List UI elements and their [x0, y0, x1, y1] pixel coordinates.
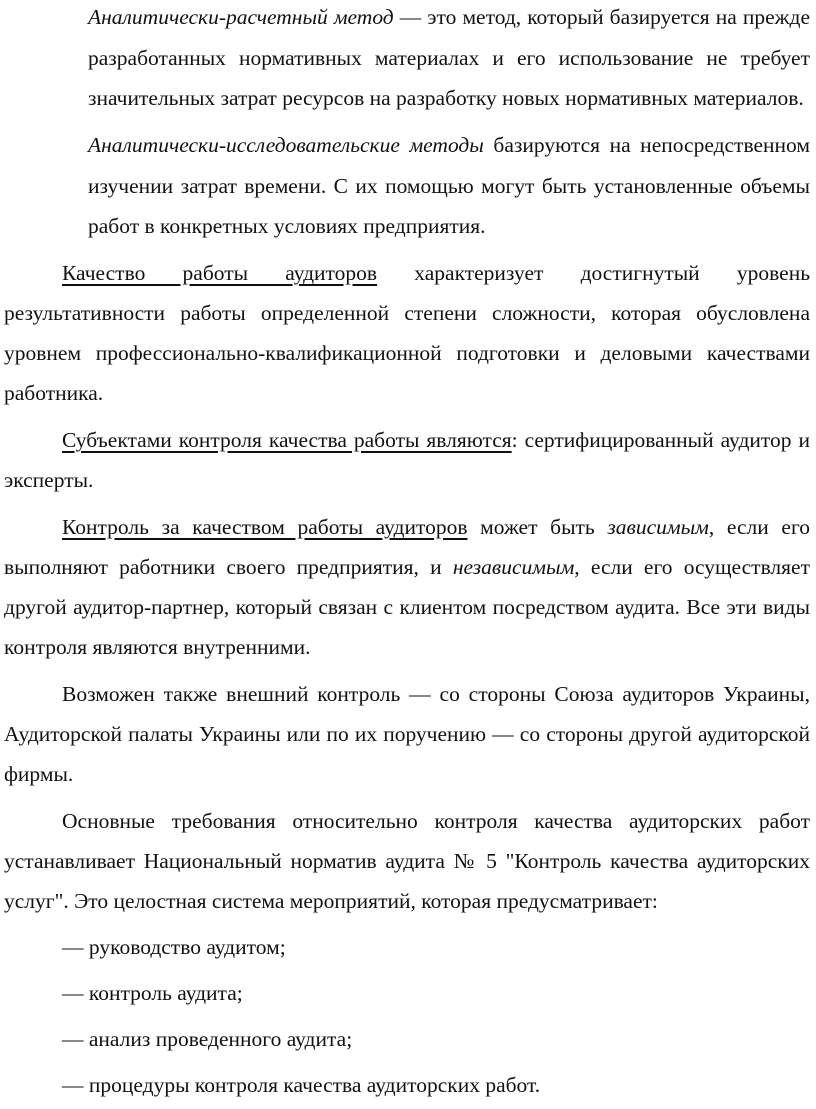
bullet-dot-icon [62, 0, 88, 38]
paragraph-subjects [4, 420, 810, 500]
paragraph-text: , если его осуществляет другой аудитор-партнер, который связан с клиентом посредством аудита. Все эти виды контроля являются внутренними. [4, 555, 810, 659]
bullet-term: Аналитически-исследовательские методы [88, 133, 484, 157]
italic-term: независимым [452, 555, 575, 579]
paragraph-control [4, 507, 810, 667]
list-item: — процедуры контроля качества аудиторских работ. [62, 1073, 541, 1097]
underlined-term: Контроль за качеством работы аудиторов [62, 515, 468, 539]
bullet-text: базируются на непосредственном изучении затрат времени. С их помощью могут быть установленные объемы работ в конкретных условиях предприятия. [88, 133, 810, 238]
paragraph-text: характеризует достигнутый уровень результативности работы определенной степени сложности, которая обусловлена уровнем профессионально-квалификационной подготовки и деловыми качествами работника. [4, 261, 811, 405]
bullet-term: Аналитически-расчетный метод [88, 5, 394, 29]
paragraph-text: , если его выполняют работники своего предприятия, и [4, 515, 810, 579]
paragraph-quality [4, 253, 810, 413]
paragraph-external: Возможен также внешний контроль — со стороны Союза аудиторов Украины, Аудиторской палаты Украины или по их поручению — со стороны другой аудиторской фирмы. [4, 682, 810, 786]
bullet-item-1 [4, 0, 810, 118]
bullet-item-2 [4, 125, 810, 246]
paragraph-requirements: Основные требования относительно контроля качества аудиторских работ устанавливает Национальный норматив аудита № 5 "Контроль качества аудиторских услуг". Это целостная система мероприятий, которая предусматривает: [4, 809, 810, 913]
underlined-term: Качество работы аудиторов [62, 261, 378, 285]
dash-list [4, 927, 810, 1105]
list-item: — руководство аудитом; [62, 935, 286, 959]
list-item: — контроль аудита; [62, 981, 243, 1005]
italic-term: зависимым [607, 515, 709, 539]
paragraph-text: : сертифицированный аудитор и эксперты. [4, 428, 810, 492]
list-item: — анализ проведенного аудита; [62, 1027, 353, 1051]
bullet-text: — это метод, который базируется на прежде разработанных нормативных материалах и его использование не требует значительных затрат ресурсов на разработку новых нормативных материалов. [88, 5, 810, 110]
underlined-term: Субъектами контроля качества работы являются [62, 428, 512, 452]
paragraph-text: может быть [467, 515, 608, 539]
bullet-dot-icon [62, 126, 88, 166]
